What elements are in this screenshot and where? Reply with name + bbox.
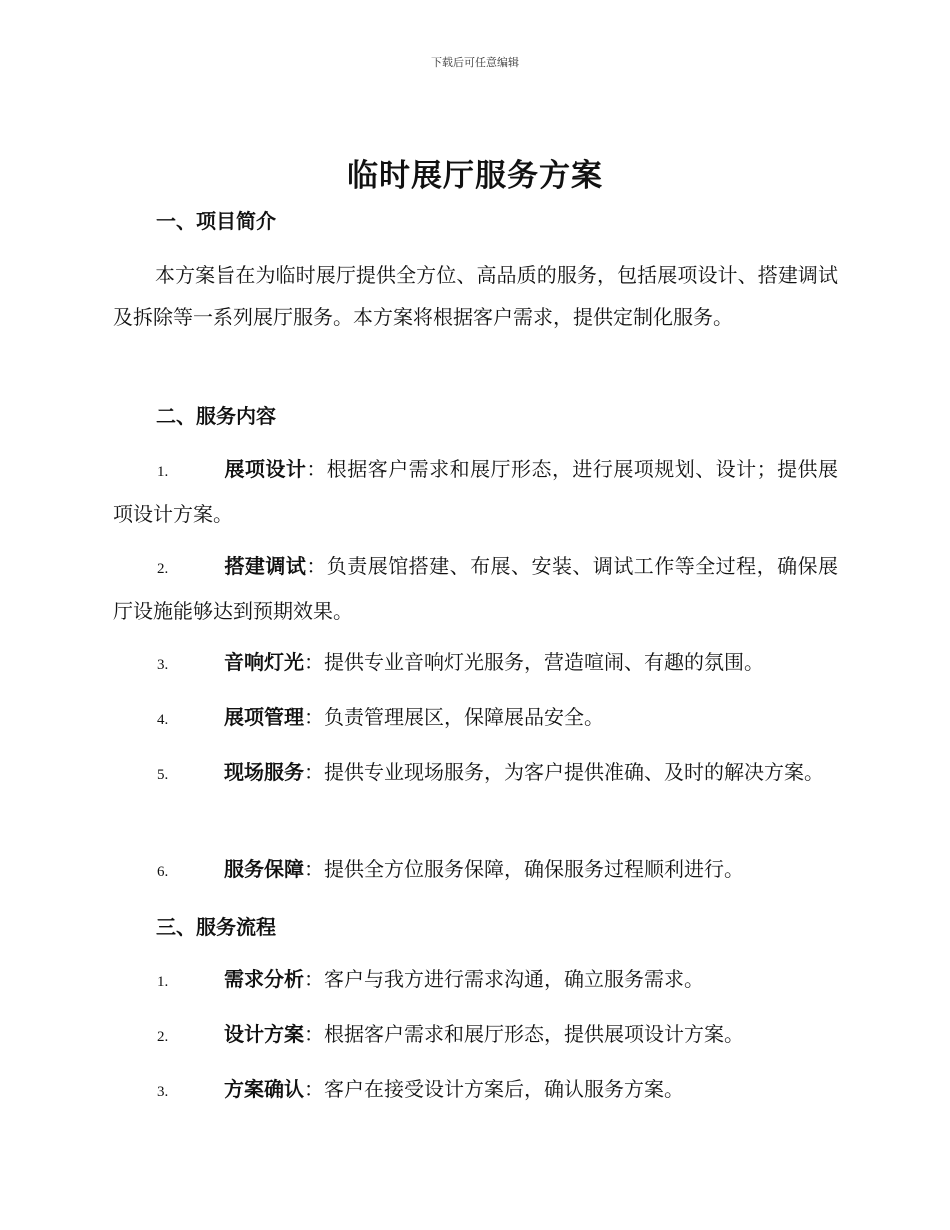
list-number: 6. bbox=[157, 864, 169, 880]
list-item bbox=[113, 848, 838, 893]
list-item bbox=[113, 1068, 838, 1113]
list-term: 现场服务 bbox=[224, 760, 304, 784]
section-heading-process: 三、服务流程 bbox=[156, 915, 276, 939]
list-item bbox=[113, 751, 838, 796]
list-number: 2. bbox=[157, 561, 169, 577]
intro-paragraph: 本方案旨在为临时展厅提供全方位、高品质的服务，包括展项设计、搭建调试及拆除等一系列展厅服务。本方案将根据客户需求，提供定制化服务。 bbox=[113, 263, 838, 329]
list-text: ：根据客户需求和展厅形态，进行展项规划、设计；提供展项设计方案。 bbox=[113, 457, 839, 526]
list-item bbox=[113, 545, 838, 632]
list-term: 需求分析 bbox=[224, 967, 304, 991]
page-header: 下载后可任意编辑 bbox=[431, 56, 519, 69]
list-item bbox=[113, 641, 838, 686]
list-text: ：提供专业现场服务，为客户提供准确、及时的解决方案。 bbox=[304, 760, 824, 784]
list-term: 音响灯光 bbox=[224, 650, 304, 674]
list-term: 设计方案 bbox=[224, 1022, 304, 1046]
list-text: ：负责管理展区，保障展品安全。 bbox=[304, 705, 604, 729]
list-text: ：提供专业音响灯光服务，营造喧闹、有趣的氛围。 bbox=[304, 650, 764, 674]
list-number: 1. bbox=[157, 464, 169, 480]
section-heading-intro: 一、项目简介 bbox=[156, 209, 276, 233]
list-number: 5. bbox=[157, 767, 169, 783]
list-term: 展项管理 bbox=[224, 705, 304, 729]
list-number: 1. bbox=[157, 974, 169, 990]
list-text: ：客户在接受设计方案后，确认服务方案。 bbox=[304, 1077, 684, 1101]
list-term: 服务保障 bbox=[224, 857, 304, 881]
list-text: ：提供全方位服务保障，确保服务过程顺利进行。 bbox=[304, 857, 744, 881]
list-term: 搭建调试 bbox=[224, 554, 307, 578]
list-item bbox=[113, 1013, 838, 1058]
list-number: 3. bbox=[157, 1084, 169, 1100]
list-text: ：客户与我方进行需求沟通，确立服务需求。 bbox=[304, 967, 704, 991]
list-number: 3. bbox=[157, 657, 169, 673]
list-number: 4. bbox=[157, 712, 169, 728]
section-heading-services: 二、服务内容 bbox=[156, 404, 276, 428]
list-text: ：负责展馆搭建、布展、安装、调试工作等全过程，确保展厅设施能够达到预期效果。 bbox=[113, 554, 839, 623]
list-term: 方案确认 bbox=[224, 1077, 304, 1101]
list-item bbox=[113, 958, 838, 1003]
list-item bbox=[113, 448, 838, 535]
list-item bbox=[113, 696, 838, 741]
list-term: 展项设计 bbox=[224, 457, 307, 481]
document-title: 临时展厅服务方案 bbox=[347, 158, 603, 194]
list-number: 2. bbox=[157, 1029, 169, 1045]
list-text: ：根据客户需求和展厅形态，提供展项设计方案。 bbox=[304, 1022, 744, 1046]
